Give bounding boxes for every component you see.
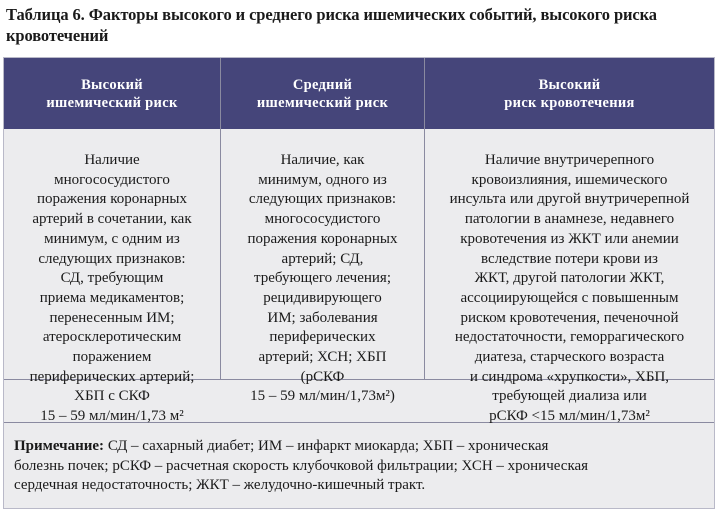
cell-line: минимум, с одним из <box>44 230 180 247</box>
cell-line: периферических артерий; <box>29 368 195 385</box>
cell-line: кровоизлияния, ишемического <box>471 171 668 188</box>
cell-line: многососудистого <box>264 211 381 228</box>
cell-line: 15 – 59 мл/мин/1,73м²) <box>250 388 395 405</box>
cell-line: минимум, одного из <box>258 171 387 188</box>
table-note <box>14 437 706 496</box>
caption-line-2: кровотечений <box>6 26 109 45</box>
body-cell-high-bleeding <box>425 151 714 427</box>
cell-line: кровотечения из ЖКТ или анемии <box>460 230 679 247</box>
body-cell-medium-ischemic <box>221 151 424 407</box>
header-text: ишемический риск <box>46 94 178 111</box>
table-caption <box>6 4 714 46</box>
cell-line: артерий; ХСН; ХБП <box>258 349 387 366</box>
cell-line: патологии в анамнезе, недавнего <box>464 211 675 228</box>
cell-line: (рСКФ <box>300 368 345 385</box>
cell-line: поражением <box>72 349 152 366</box>
cell-line: поражения коронарных <box>36 191 188 208</box>
cell-line: приема медикаментов; <box>39 289 185 306</box>
cell-line: артерий; СД, <box>281 250 364 267</box>
note-line-3: сердечная недостаточность; ЖКТ – желудочно-кишечный тракт. <box>14 477 426 494</box>
cell-line: вследствие потери крови из <box>481 250 658 267</box>
caption-line-1: Таблица 6. Факторы высокого и среднего риска ишемических событий, высокого риска <box>6 5 657 24</box>
header-cell-medium-ischemic <box>221 58 424 129</box>
header-text: Высокий <box>538 76 601 93</box>
cell-line: рСКФ <15 мл/мин/1,73м² <box>489 408 650 425</box>
cell-line: рецидивирующего <box>263 289 382 306</box>
cell-line: СД, требующим <box>60 270 164 287</box>
header-cell-high-ischemic <box>4 58 220 129</box>
cell-line: риском кровотечения, печеночной <box>460 309 679 326</box>
header-text: Высокий <box>81 76 143 93</box>
cell-line: и синдрома «хрупкости», ХБП, <box>469 368 670 385</box>
note-line-2: болезнь почек; рСКФ – расчетная скорость клубочковой фильтрации; ХСН – хроническая <box>14 457 589 474</box>
cell-line: артерий в сочетании, как <box>32 211 192 228</box>
note-label: Примечание: <box>14 438 105 454</box>
cell-line: Наличие внутричерепного <box>484 152 655 168</box>
header-text: Средний <box>292 76 353 93</box>
cell-line: перенесенным ИМ; <box>49 309 175 326</box>
header-text: ишемический риск <box>256 94 389 111</box>
note-line-1 <box>14 437 706 457</box>
cell-line: Наличие <box>84 152 140 168</box>
cell-line: следующих признаков: <box>248 191 397 208</box>
cell-line: ХБП с СКФ <box>74 388 150 405</box>
cell-line: ЖКТ, другой патологии ЖКТ, <box>474 270 665 287</box>
cell-line: ИМ; заболевания <box>267 309 378 326</box>
cell-line: следующих признаков: <box>38 250 186 267</box>
header-cell-high-bleeding <box>425 58 714 129</box>
risk-factors-table <box>3 57 715 509</box>
cell-line: инсульта или другой внутричерепной <box>449 191 690 208</box>
cell-line: Наличие, как <box>280 152 365 168</box>
note-text: СД – сахарный диабет; ИМ – инфаркт миокарда; ХБП – хроническая <box>104 438 549 454</box>
cell-line: 15 – 59 мл/мин/1,73 м² <box>40 408 184 425</box>
cell-line: атеросклеротическим <box>42 329 182 346</box>
cell-line: недостаточности, геморрагического <box>454 329 685 346</box>
body-cell-high-ischemic <box>4 151 220 427</box>
cell-line: диатеза, старческого возраста <box>474 349 665 366</box>
cell-line: поражения коронарных <box>247 230 398 247</box>
cell-line: требующей диализа или <box>492 388 647 405</box>
cell-line: периферических <box>269 329 376 346</box>
cell-line: многососудистого <box>54 171 170 188</box>
header-text: риск кровотечения <box>504 94 635 111</box>
cell-line: требующего лечения; <box>254 270 391 287</box>
cell-line: ассоциирующейся с повышенным <box>460 289 679 306</box>
